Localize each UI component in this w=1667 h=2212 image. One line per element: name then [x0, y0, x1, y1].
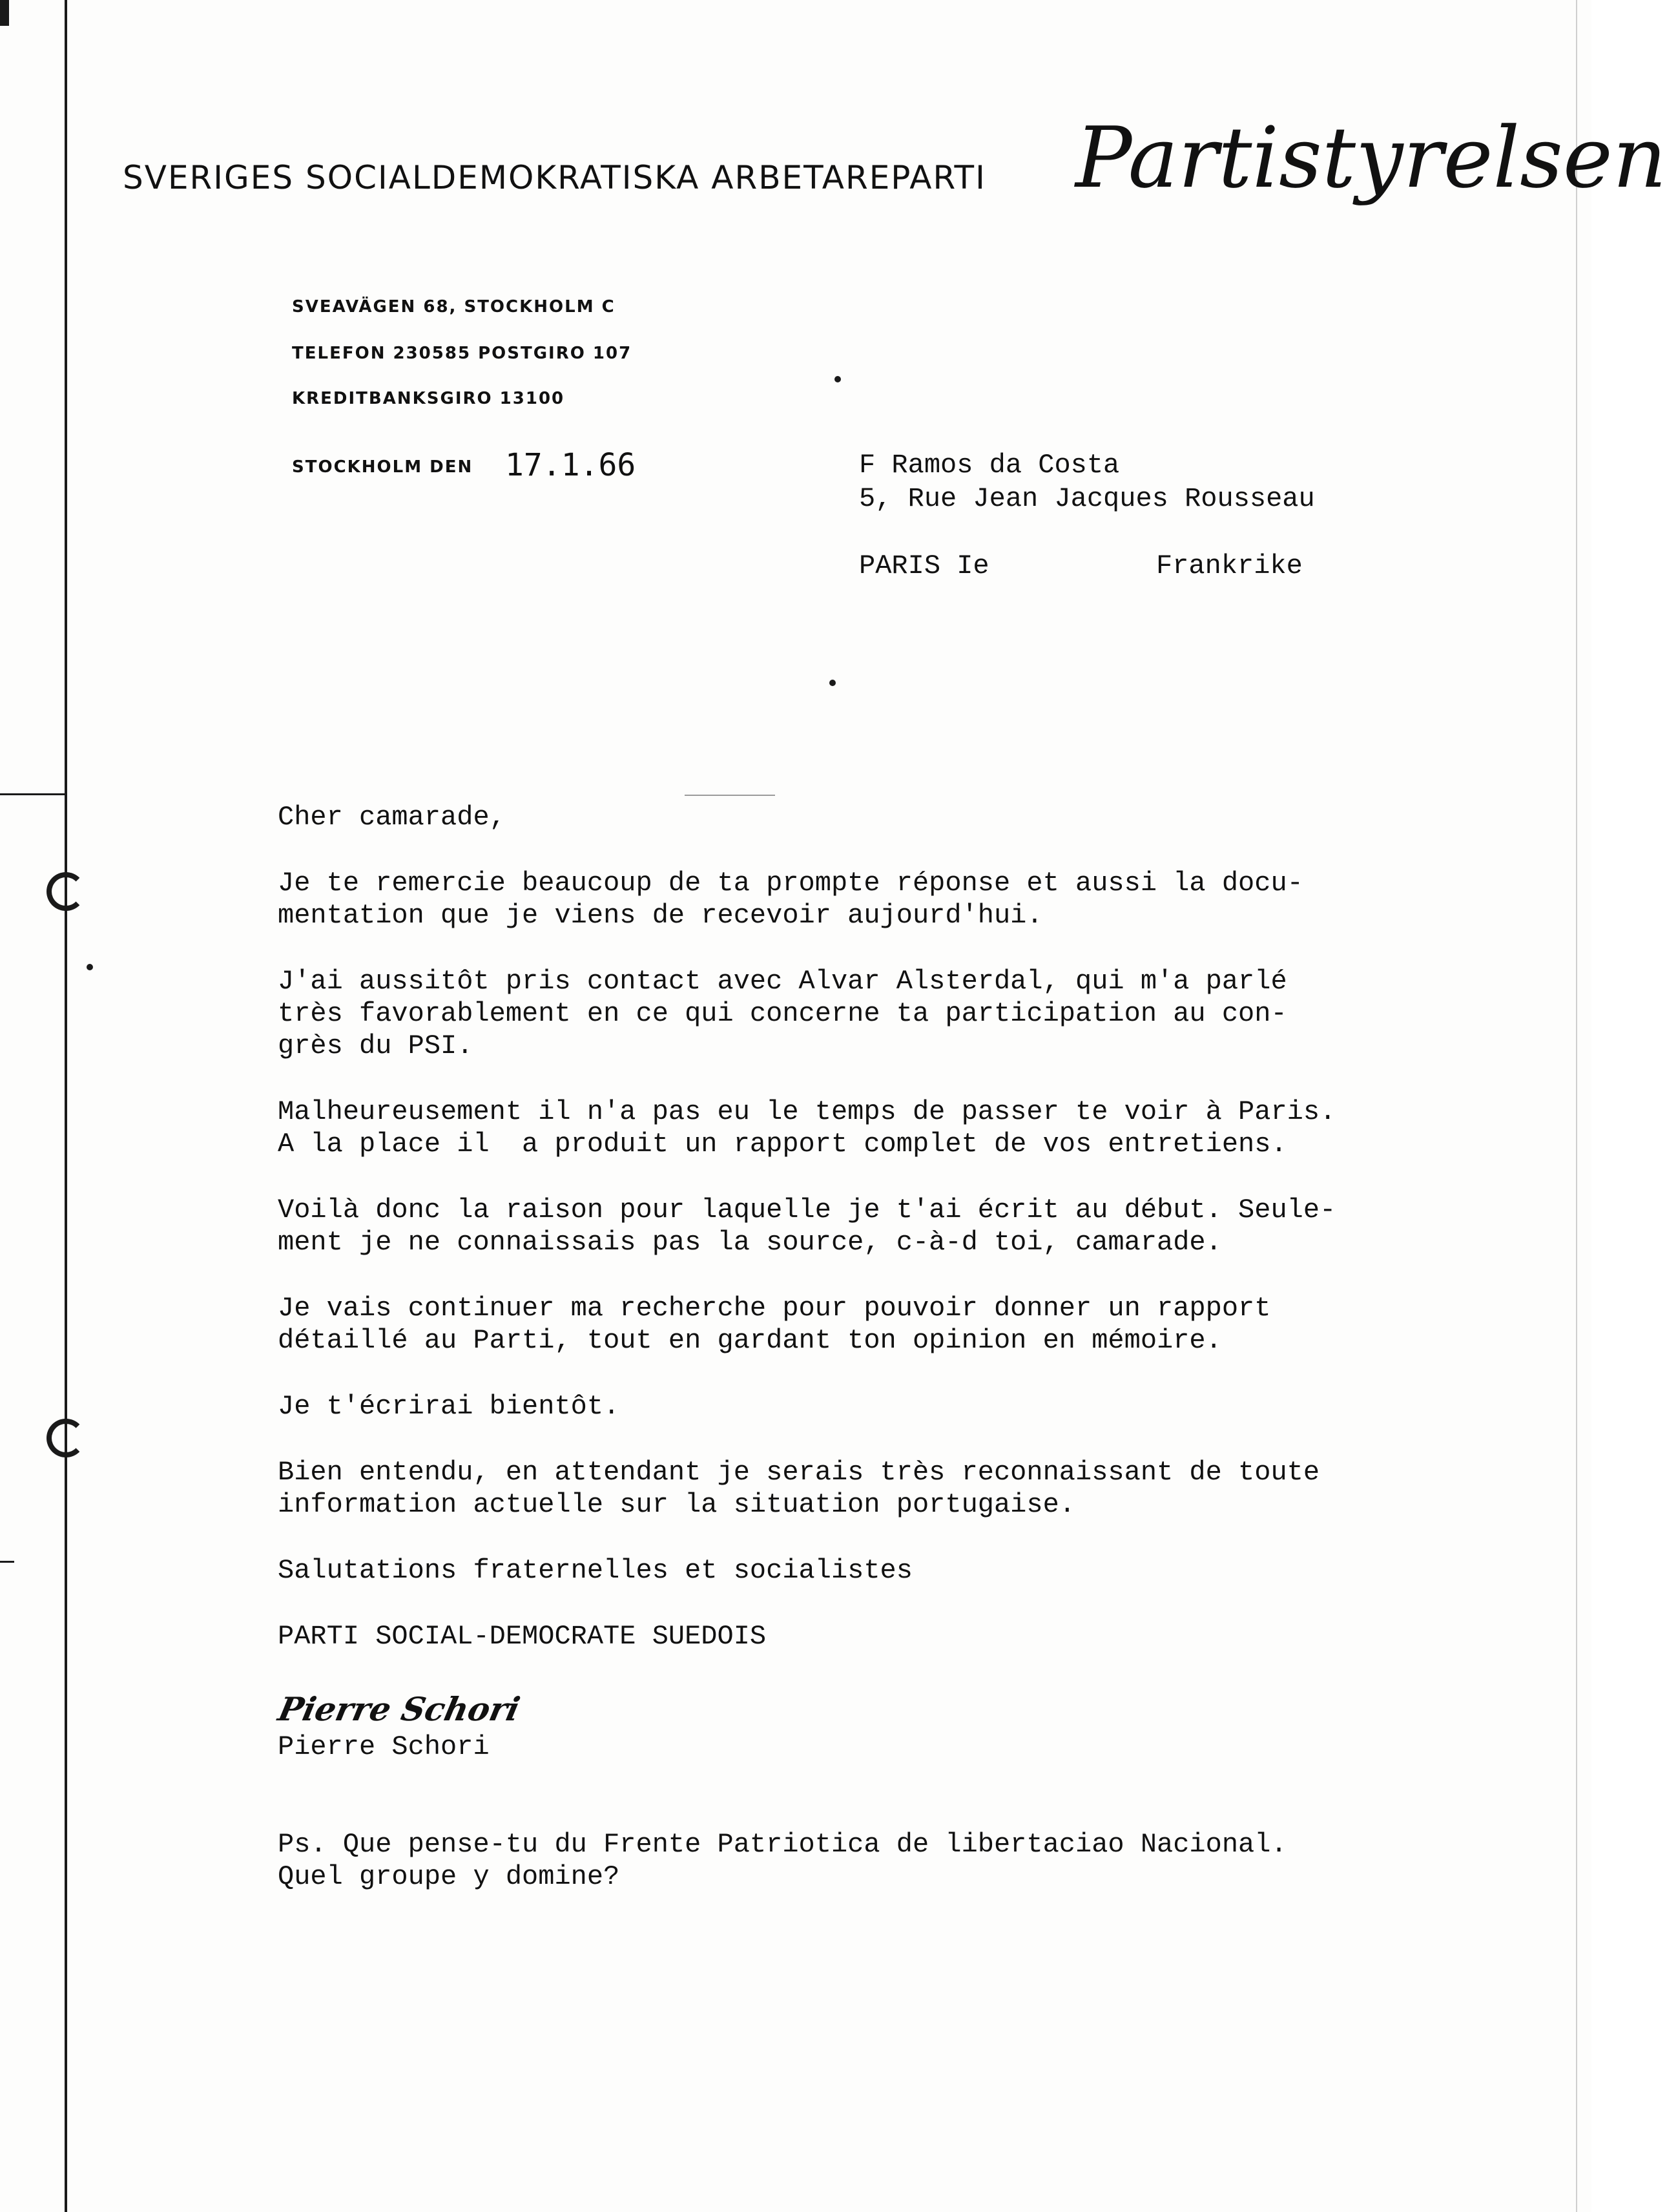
- scan-corner-mark: [0, 0, 9, 26]
- margin-tick: [0, 793, 65, 795]
- signer-name: Pierre Schori: [278, 1731, 490, 1762]
- body-paragraph: Je vais continuer ma recherche pour pouvoir donner un rapport détaillé au Parti, tout en gardant ton opinion en mémoire.: [278, 1293, 1271, 1356]
- address-line-street: SVEAVÄGEN 68, STOCKHOLM C: [292, 297, 616, 317]
- body-paragraph: J'ai aussitôt pris contact avec Alvar Alsterdal, qui m'a parlé très favorablement en ce qui concerne ta participation au con- grès du PSI.: [278, 966, 1287, 1061]
- scan-dot: [87, 964, 93, 970]
- recipient-street: 5, Rue Jean Jacques Rousseau: [859, 483, 1315, 514]
- organization-name: SVERIGES SOCIALDEMOKRATISKA ARBETAREPARTI: [123, 159, 986, 196]
- body-paragraph: Malheureusement il n'a pas eu le temps de passer te voir à Paris. A la place il a produit un rapport complet de vos entretiens.: [278, 1096, 1336, 1160]
- closing: Salutations fraternelles et socialistes: [278, 1555, 913, 1586]
- body-paragraph: Voilà donc la raison pour laquelle je t'ai écrit au début. Seule- ment je ne connaissais pas la source, c-à-d toi, camarade.: [278, 1195, 1336, 1258]
- scan-dot: [834, 376, 841, 382]
- margin-tick: [0, 1561, 14, 1563]
- scan-dot: [829, 680, 836, 686]
- body-paragraph: Je t'écrirai bientôt.: [278, 1391, 620, 1422]
- punch-hole-icon: [47, 1419, 85, 1457]
- address-line-bank: KREDITBANKSGIRO 13100: [292, 389, 565, 408]
- sender-organization: PARTI SOCIAL-DEMOCRATE SUEDOIS: [278, 1621, 767, 1652]
- scan-smudge: [685, 795, 775, 796]
- body-paragraph: Je te remercie beaucoup de ta prompte réponse et aussi la docu- mentation que je viens de recevoir aujourd'hui.: [278, 868, 1303, 931]
- recipient-country: Frankrike: [1156, 550, 1303, 581]
- recipient-name: F Ramos da Costa: [859, 450, 1120, 481]
- letter-date: 17.1.66: [505, 447, 636, 483]
- address-line-phone: TELEFON 230585 POSTGIRO 107: [292, 344, 632, 363]
- binding-line: [65, 0, 67, 2212]
- salutation: Cher camarade,: [278, 802, 506, 833]
- letter-body: [278, 801, 1557, 1686]
- page-right-edge: [1576, 0, 1577, 2212]
- postscript: Ps. Que pense-tu du Frente Patriotica de libertaciao Nacional. Quel groupe y domine?: [278, 1829, 1287, 1892]
- handwritten-signature: Pierre Schori: [274, 1690, 524, 1728]
- body-paragraph: Bien entendu, en attendant je serais très reconnaissant de toute information actuelle sur la situation portugaise.: [278, 1457, 1320, 1520]
- department-name: Partistyrelsen: [1075, 109, 1667, 207]
- recipient-city: PARIS Ie: [859, 550, 989, 581]
- punch-hole-icon: [47, 872, 85, 911]
- date-label: STOCKHOLM DEN: [292, 457, 473, 477]
